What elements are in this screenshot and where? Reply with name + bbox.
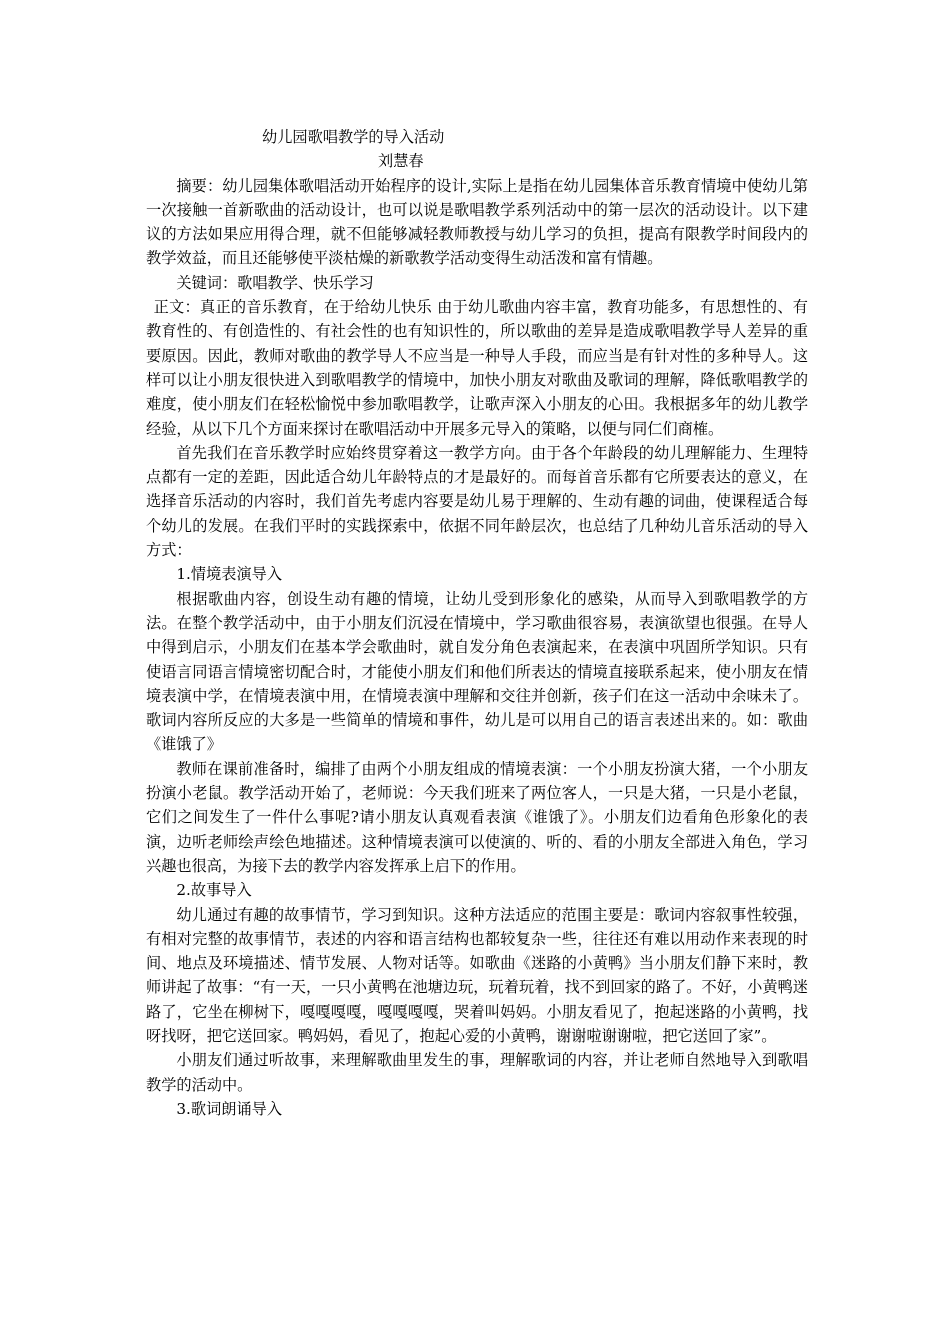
teaching-direction-paragraph: 首先我们在音乐教学时应始终贯穿着这一教学方向。由于各个年龄段的幼儿理解能力、生理特点都有一定的差距，因此适合幼儿年龄特点的才是最好的。而每首音乐都有它所要表达的意义，在选择音乐活动的内容时，我们首先考虑内容要是幼儿易于理解的、生动有趣的词曲，使课程适合每个幼儿的发展。在我们平时的实践探索中，依据不同年龄层次，也总结了几种幼儿音乐活动的导入方式：	[146, 443, 808, 560]
section-heading-situational-performance: 1.情境表演导入	[176, 565, 283, 584]
document-content	[146, 125, 808, 1121]
section-heading-story: 2.故事导入	[176, 881, 252, 900]
abstract-paragraph: 摘要：幼儿园集体歌唱活动开始程序的设计,实际上是指在幼儿园集体音乐教育情境中使幼儿第一次接触一首新歌曲的活动设计，也可以说是歌唱教学系列活动中的第一层次的活动设计。以下建议的方法如果应用得合理，就不但能够减轻教师教授与幼儿学习的负担，提高有限教学时间段内的教学效益，而且还能够使平淡枯燥的新歌教学活动变得生动活泼和富有情趣。	[146, 176, 808, 268]
section1-paragraph-2: 教师在课前准备时，编排了由两个小朋友组成的情境表演：一个小朋友扮演大猪，一个小朋友扮演小老鼠。教学活动开始了，老师说：今天我们班来了两位客人，一只是大猪，一只是小老鼠，它们之间发生了一件什么事呢?请小朋友认真观看表演《谁饿了》。小朋友们边看角色形象化的表演，边听老师绘声绘色地描述。这种情境表演可以使演的、听的、看的小朋友全部进入角色，学习兴趣也很高，为接下去的教学内容发挥承上启下的作用。	[146, 759, 808, 875]
section-heading-lyrics-recitation: 3.歌词朗诵导入	[176, 1099, 283, 1118]
document-author: 刘慧春	[378, 152, 424, 171]
section2-paragraph-1: 幼儿通过有趣的故事情节，学习到知识。这种方法适应的范围主要是：歌词内容叙事性较强，有相对完整的故事情节，表述的内容和语言结构也都较复杂一些，往往还有难以用动作来表现的时间、地点及环境描述、情节发展、人物对话等。如歌曲《迷路的小黄鸭》当小朋友们静下来时，教师讲起了故事：“有一天，一只小黄鸭在池塘边玩，玩着玩着，找不到回家的路了。不好，小黄鸭迷路了，它坐在柳树下，嘎嘎嘎嘎，嘎嘎嘎嘎，哭着叫妈妈。小朋友看见了，抱起迷路的小黄鸭，找呀找呀，把它送回家。鸭妈妈，看见了，抱起心爱的小黄鸭，谢谢啦谢谢啦，把它送回了家”。	[146, 905, 808, 1045]
document-title: 幼儿园歌唱教学的导入活动	[262, 128, 445, 146]
keywords-line: 关键词：歌唱教学、快乐学习	[176, 273, 374, 292]
section2-paragraph-2: 小朋友们通过听故事，来理解歌曲里发生的事，理解歌词的内容，并让老师自然地导入到歌唱教学的活动中。	[146, 1051, 808, 1094]
section1-paragraph-1: 根据歌曲内容，创设生动有趣的情境，让幼儿受到形象化的感染，从而导入到歌唱教学的方法。在整个教学活动中，由于小朋友们沉浸在情境中，学习歌曲很容易，表演欲望也很强。在导人中得到启示，小朋友们在基本学会歌曲时，就自发分角色表演起来，在表演中巩固所学知识。只有使语言同语言情境密切配合时，才能使小朋友们和他们所表达的情境直接联系起来，使小朋友在情境表演中学，在情境表演中用，在情境表演中理解和交往并创新，孩子们在这一活动中余味未了。歌词内容所反应的大多是一些简单的情境和事件，幼儿是可以用自己的语言表述出来的。如：歌曲《谁饿了》	[146, 589, 808, 754]
body-intro-paragraph: 正文：真正的音乐教育，在于给幼儿快乐 由于幼儿歌曲内容丰富，教育功能多，有思想性的、有教育性的、有创造性的、有社会性的也有知识性的，所以歌曲的差异是造成歌唱教学导人差异的重要原因。因此，教师对歌曲的教学导人不应当是一种导人手段，而应当是有针对性的多种导人。这样可以让小朋友很快进入到歌唱教学的情境中，加快小朋友对歌曲及歌词的理解，降低歌唱教学的难度，使小朋友们在轻松愉悦中参加歌唱教学，让歌声深入小朋友的心田。我根据多年的幼儿教学经验，从以下几个方面来探讨在歌唱活动中开展多元导入的策略，以便与同仁们商榷。	[146, 298, 808, 438]
